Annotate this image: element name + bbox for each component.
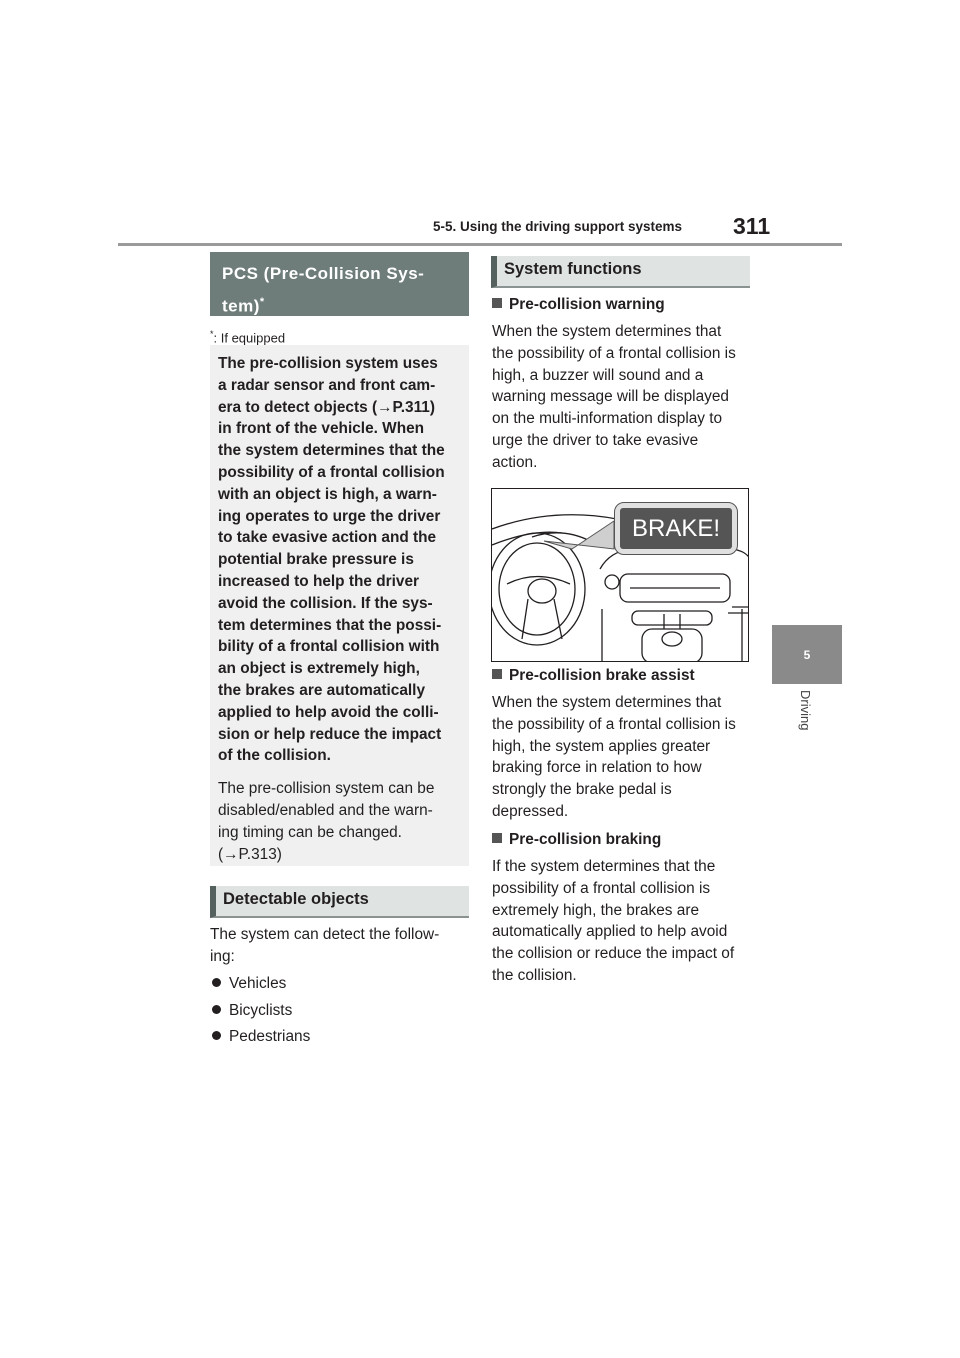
summary-line: ing operates to urge the driver <box>218 507 441 525</box>
summary-line: bility of a frontal collision with <box>218 638 440 656</box>
footnote-text: : If equipped <box>213 330 286 346</box>
summary-line: sion or help reduce the impact <box>218 725 442 743</box>
bullet-icon <box>212 978 221 987</box>
summary-line: tem determines that the possi- <box>218 616 442 634</box>
body-line: action. <box>492 453 538 471</box>
body-line: warning message will be displayed <box>492 388 729 406</box>
chapter-label: Driving <box>798 690 813 731</box>
body-line: If the system determines that the <box>492 858 716 875</box>
braking-title: Pre-collision braking <box>509 831 662 848</box>
body-line: automatically applied to help avoid <box>492 923 728 941</box>
body-line: When the system determines that <box>492 694 722 711</box>
footnote <box>210 329 285 345</box>
warning-title: Pre-collision warning <box>509 296 665 313</box>
body-line: the collision or reduce the impact of <box>492 945 735 963</box>
summary-line: a radar sensor and front cam- <box>218 376 436 394</box>
list-item <box>212 1026 310 1053</box>
brake-warning-message: BRAKE! <box>620 508 732 549</box>
square-bullet-icon <box>492 669 502 679</box>
pcs-title-box <box>210 252 469 316</box>
detectable-intro <box>210 924 469 968</box>
summary-line: with an object is high, a warn- <box>218 485 437 503</box>
pcs-summary-bold <box>218 353 461 767</box>
summary-line: in front of the vehicle. When <box>218 420 425 438</box>
detectable-list <box>212 973 310 1053</box>
summary-line: the system determines that the <box>218 442 445 460</box>
detectable-objects-heading: Detectable objects <box>210 886 469 918</box>
dashboard-illustration <box>491 488 749 662</box>
summary-line: The pre-collision system can be <box>218 780 435 798</box>
list-item-label: Bicyclists <box>229 1001 293 1019</box>
chapter-tab <box>772 625 842 684</box>
body-line: ing: <box>210 947 235 965</box>
square-bullet-icon <box>492 833 502 843</box>
body-line: urge the driver to take evasive <box>492 431 699 449</box>
body-line: the collision. <box>492 966 577 984</box>
body-line: When the system determines that <box>492 323 722 340</box>
list-item-label: Pedestrians <box>229 1028 311 1046</box>
brake-assist-title: Pre-collision brake assist <box>509 667 695 684</box>
pcs-title-mark: * <box>259 296 265 308</box>
summary-line: possibility of a frontal collision <box>218 463 445 481</box>
summary-line: ing timing can be changed. <box>218 823 402 841</box>
summary-line: (→P.313) <box>218 845 282 863</box>
body-line: the possibility of a frontal collision is <box>492 715 736 733</box>
brake-assist-heading <box>492 667 695 685</box>
header-rule <box>118 243 842 246</box>
body-line: depressed. <box>492 802 569 820</box>
bullet-icon <box>212 1031 221 1040</box>
pcs-summary-note <box>218 778 461 865</box>
body-line: high, the system applies greater <box>492 737 711 755</box>
summary-line: era to detect objects (→P.311) <box>218 398 435 416</box>
body-line: The system can detect the follow- <box>210 926 440 943</box>
summary-line: increased to help the driver <box>218 572 419 590</box>
body-line: braking force in relation to how <box>492 759 702 777</box>
summary-line: the brakes are automatically <box>218 681 426 699</box>
chapter-number: 5 <box>803 647 811 662</box>
brake-assist-text <box>492 692 754 823</box>
summary-line: disabled/enabled and the warn- <box>218 801 433 819</box>
body-line: possibility of a frontal collision is <box>492 879 711 897</box>
footnote-mark: * <box>210 329 214 339</box>
list-item <box>212 973 310 1000</box>
warning-text <box>492 321 754 474</box>
braking-text <box>492 856 754 987</box>
body-line: on the multi-information display to <box>492 410 723 428</box>
body-line: extremely high, the brakes are <box>492 901 700 919</box>
list-item <box>212 1000 310 1027</box>
summary-line: avoid the collision. If the sys- <box>218 594 433 612</box>
pcs-summary-box <box>210 345 469 866</box>
system-functions-heading: System functions <box>491 256 750 288</box>
pcs-title: PCS (Pre-Collision Sys-tem) <box>222 264 425 316</box>
body-line: strongly the brake pedal is <box>492 781 672 799</box>
summary-line: potential brake pressure is <box>218 551 414 569</box>
list-item-label: Vehicles <box>229 975 287 992</box>
braking-heading <box>492 831 661 849</box>
running-header-section: 5-5. Using the driving support systems <box>433 219 683 234</box>
warning-display-callout <box>614 502 738 555</box>
summary-line: The pre-collision system uses <box>218 355 438 372</box>
square-bullet-icon <box>492 298 502 308</box>
summary-line: of the collision. <box>218 747 331 765</box>
warning-heading <box>492 296 665 314</box>
page-number: 311 <box>733 213 771 239</box>
summary-line: to take evasive action and the <box>218 529 437 547</box>
summary-line: an object is extremely high, <box>218 660 420 678</box>
bullet-icon <box>212 1005 221 1014</box>
body-line: high, a buzzer will sound and a <box>492 366 704 384</box>
body-line: the possibility of a frontal collision is <box>492 344 736 362</box>
summary-line: applied to help avoid the colli- <box>218 703 439 721</box>
